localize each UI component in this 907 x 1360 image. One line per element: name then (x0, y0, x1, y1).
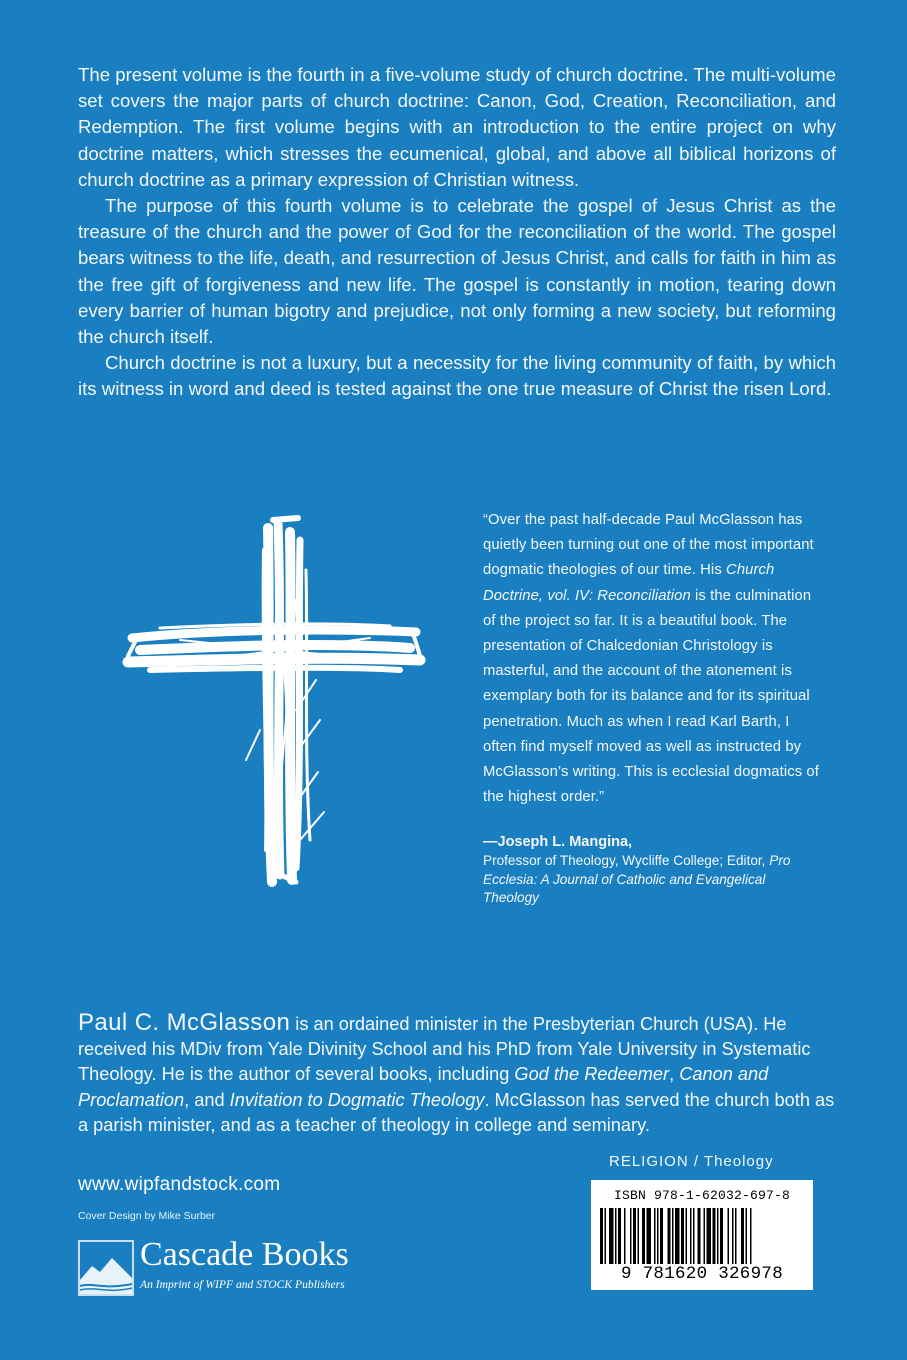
barcode-bar (741, 1208, 744, 1264)
barcode-bar (713, 1208, 716, 1264)
barcode-bar (732, 1208, 734, 1264)
blurb-paragraph-3: Church doctrine is not a luxury, but a necessity for the living community of faith, by which its witness in word and deed is tested against the one true measure of Christ the risen Lord. (78, 352, 836, 400)
barcode-digits: 9 781620 326978 (620, 1264, 784, 1284)
barcode-bar (681, 1208, 684, 1264)
quote-part-2: is the culmination of the project so far. It is a beautiful book. The presentation of Chalcedonian Christology is masterful, and the account of the atonement is exemplary both for its balance and for its spiritual penetration. Much as when I read Karl Barth, I often find myself moved as well as instructed by McGlasson’s writing. This is ecclesial dogmatics of the highest order.” (483, 587, 819, 806)
barcode-bar (600, 1208, 603, 1264)
bio-book-1: God the Redeemer (514, 1064, 670, 1085)
barcode-bar (704, 1208, 706, 1264)
endorsement-quote (483, 508, 823, 810)
quote-part-1: “Over the past half-decade Paul McGlasson has quietly been turning out one of the most important dogmatic theologies of our time. His (483, 512, 814, 579)
barcode-bar (660, 1208, 663, 1264)
barcode-bar (654, 1208, 656, 1264)
bio-book-3: Invitation to Dogmatic Theology (229, 1089, 485, 1110)
quote-book-title: Church Doctrine, vol. IV: Reconciliation (483, 562, 775, 604)
barcode-bar (615, 1208, 617, 1264)
barcode-bar (624, 1208, 626, 1264)
bio-text-2: , (669, 1064, 680, 1085)
isbn-label: ISBN 978-1-62032-697-8 (613, 1188, 791, 1203)
barcode-bar (707, 1208, 712, 1264)
publisher-imprint: An Imprint of WIPF and STOCK Publishers (140, 1278, 345, 1291)
cover-design-credit: Cover Design by Mike Surber (78, 1210, 216, 1222)
publisher-logo (78, 1238, 398, 1298)
barcode-bar (638, 1208, 640, 1264)
barcode-bar (642, 1208, 645, 1264)
mountain-logo-icon (78, 1240, 134, 1296)
barcode-bar (690, 1208, 692, 1264)
bio-text-1: is an ordained minister in the Presbyterian Church (USA). He received his MDiv from Yale Divinity School and his PhD from Yale University in Systematic Theology. He is the author of several books, including (78, 1014, 811, 1085)
author-name: Paul C. McGlasson (78, 1009, 291, 1036)
isbn-barcode (591, 1180, 813, 1290)
cross-illustration (120, 510, 430, 890)
back-cover-blurb (78, 62, 836, 403)
publisher-name: Cascade Books (140, 1236, 349, 1273)
endorser-name: —Joseph L. Mangina, (483, 834, 633, 850)
barcode-bar (668, 1208, 671, 1264)
endorsement-attribution (483, 832, 823, 908)
barcode-bars (600, 1208, 804, 1264)
endorser-role (483, 852, 823, 908)
author-bio (78, 1010, 838, 1138)
barcode-bar (693, 1208, 695, 1264)
endorser-journal: Pro Ecclesia: A Journal of Catholic and Evangelical Theology (483, 853, 791, 905)
barcode-bar (618, 1208, 621, 1264)
barcode-bar (686, 1208, 688, 1264)
barcode-bar (750, 1208, 752, 1264)
publisher-website: www.wipfandstock.com (78, 1174, 281, 1195)
endorser-role-prefix: Professor of Theology, Wycliffe College; Editor, (483, 853, 770, 868)
barcode-bar (728, 1208, 730, 1264)
bio-book-2: Canon and Proclamation (78, 1064, 769, 1110)
barcode-bar (609, 1208, 614, 1264)
barcode-bar (698, 1208, 701, 1264)
barcode-bar (657, 1208, 659, 1264)
barcode-bar (746, 1208, 748, 1264)
barcode-bar (720, 1208, 723, 1264)
barcode-bar (605, 1208, 607, 1264)
barcode-bar (633, 1208, 636, 1264)
barcode-bar (672, 1208, 674, 1264)
bio-text-3: , and (184, 1089, 230, 1110)
barcode-bar (647, 1208, 652, 1264)
barcode-bar (717, 1208, 719, 1264)
subject-category: RELIGION / Theology (609, 1153, 774, 1170)
barcode-bar (735, 1208, 737, 1264)
blurb-paragraph-1: The present volume is the fourth in a five-volume study of church doctrine. The multi-volume set covers the major parts of church doctrine: Canon, God, Creation, Reconciliation, and Redemption. The first volume begins with an introduction to the entire project on why doctrine matters, which stresses the ecumenical, global, and above all biblical horizons of church doctrine as a primary expression of Christian witness. (78, 64, 836, 190)
barcode-bar (675, 1208, 680, 1264)
blurb-paragraph-2: The purpose of this fourth volume is to celebrate the gospel of Jesus Christ as the treasure of the church and the power of God for the reconciliation of the world. The gospel bears witness to the life, death, and resurrection of Jesus Christ, and calls for faith in him as the free gift of forgiveness and new life. The gospel is constantly in motion, tearing down every barrier of human bigotry and prejudice, not only forming a new society, but reforming the church itself. (78, 195, 836, 348)
quote-text (483, 508, 823, 810)
barcode-bar (630, 1208, 632, 1264)
bio-text-4: . McGlasson has served the church both as a parish minister, and as a teacher of theology in college and seminary. (78, 1089, 835, 1135)
